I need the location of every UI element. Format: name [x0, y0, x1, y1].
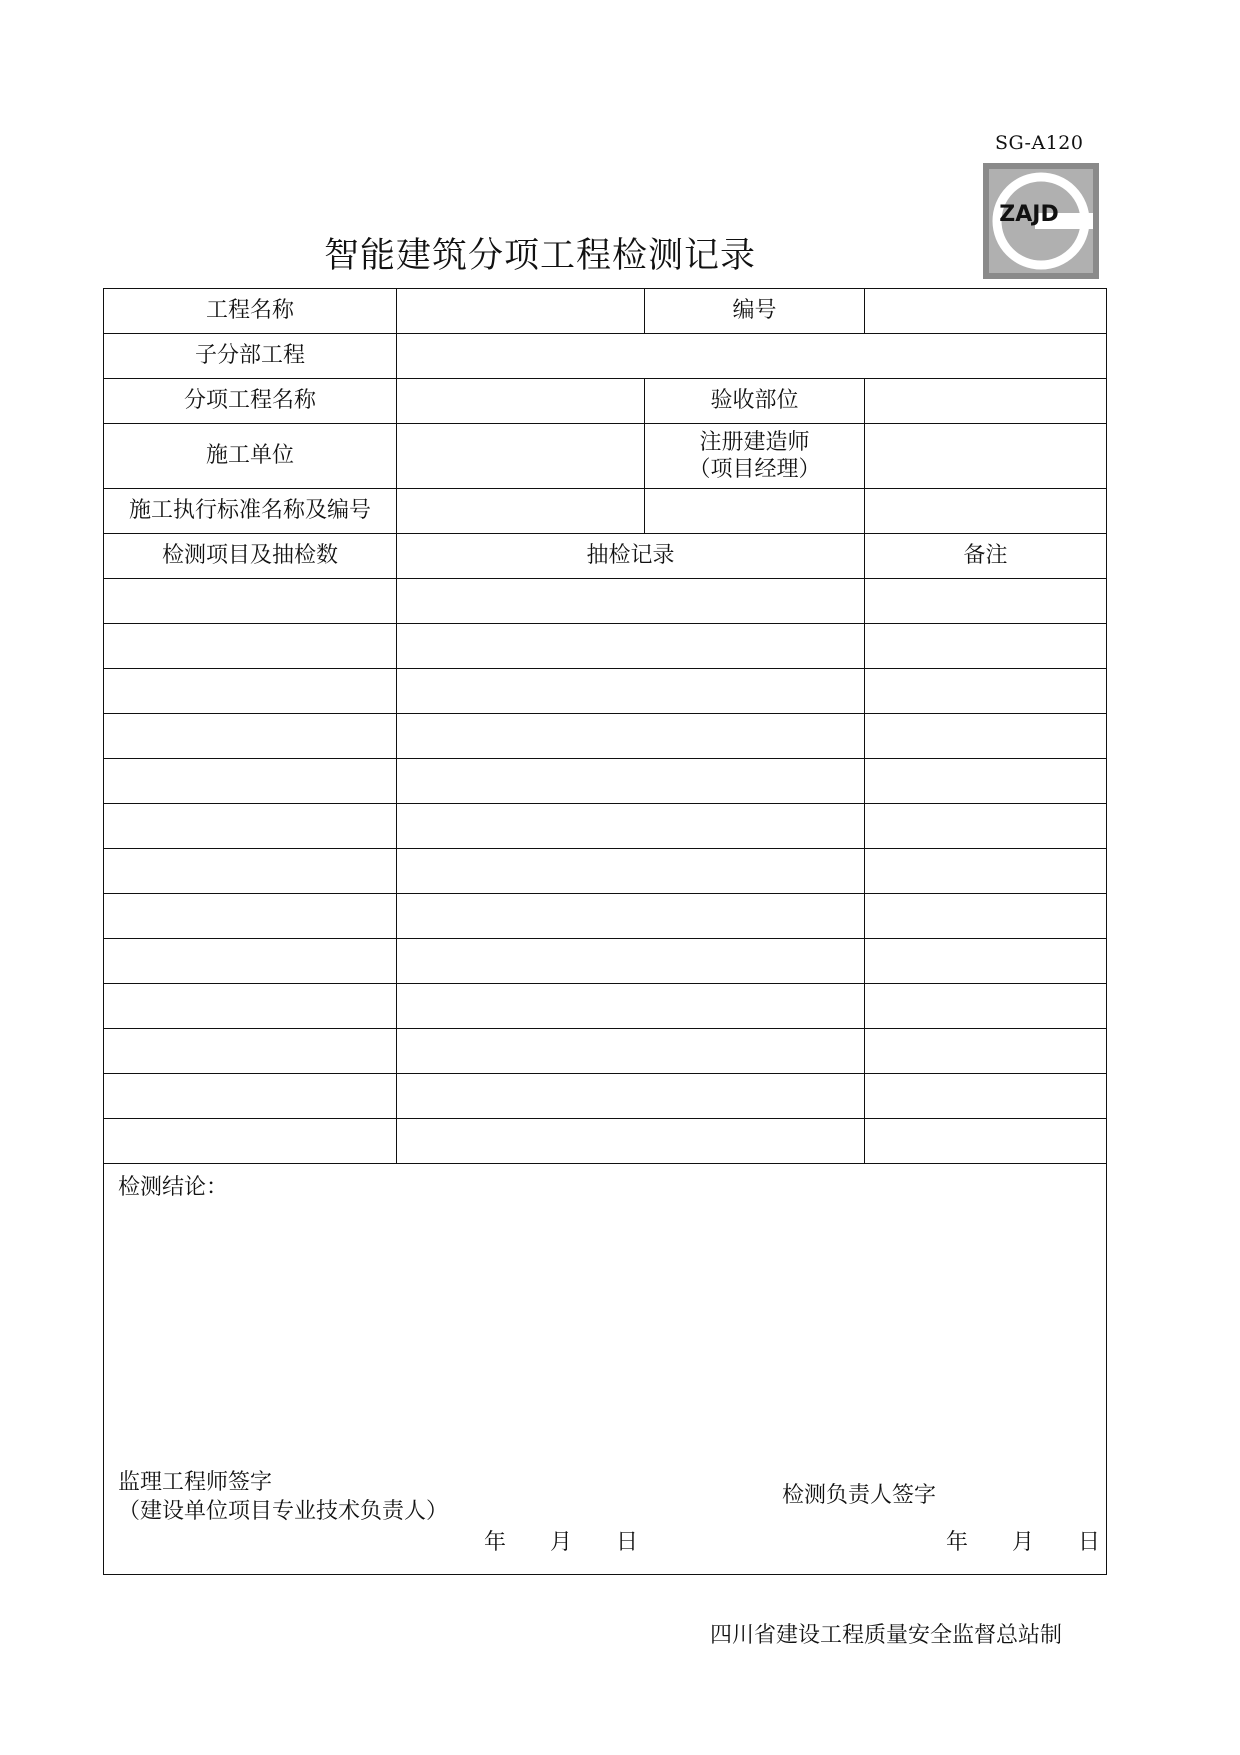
item-name-label: 分项工程名称: [104, 379, 397, 424]
inspection-item-cell[interactable]: [104, 939, 397, 984]
engineer-value[interactable]: [865, 424, 1107, 489]
inspection-item-cell[interactable]: [104, 579, 397, 624]
number-label: 编号: [645, 289, 865, 334]
sub-division-value[interactable]: [397, 334, 1107, 379]
zajd-logo: [983, 163, 1099, 279]
inspection-rows: [104, 579, 1107, 1164]
page-title: 智能建筑分项工程检测记录: [323, 236, 756, 276]
inspection-record-cell[interactable]: [397, 894, 865, 939]
acceptance-part-label: 验收部位: [645, 379, 865, 424]
row-project-name: [104, 289, 1107, 334]
project-name-value[interactable]: [397, 289, 645, 334]
inspection-item-cell[interactable]: [104, 1029, 397, 1074]
number-value[interactable]: [865, 289, 1107, 334]
table-row: [104, 939, 1107, 984]
date-year: 年: [484, 1530, 507, 1555]
issuer-footer: 四川省建设工程质量安全监督总站制: [710, 1623, 1063, 1648]
standard-value-3[interactable]: [865, 489, 1107, 534]
supervisor-date: [484, 1529, 638, 1557]
supervisor-sign-line2: （建设单位项目专业技术负责人）: [118, 1498, 449, 1524]
inspection-remark-cell[interactable]: [865, 1119, 1107, 1164]
standard-value[interactable]: [397, 489, 645, 534]
date-month: 月: [550, 1530, 573, 1555]
inspection-remark-cell[interactable]: [865, 939, 1107, 984]
supervisor-sign-line1: 监理工程师签字: [118, 1470, 273, 1495]
project-name-label: 工程名称: [104, 289, 397, 334]
table-row: [104, 1029, 1107, 1074]
inspection-item-cell[interactable]: [104, 984, 397, 1029]
table-row: [104, 624, 1107, 669]
engineer-label: [645, 424, 865, 489]
row-sub-division: [104, 334, 1107, 379]
col-header-records: 抽检记录: [397, 534, 865, 579]
inspection-item-cell[interactable]: [104, 804, 397, 849]
inspection-remark-cell[interactable]: [865, 984, 1107, 1029]
acceptance-part-value[interactable]: [865, 379, 1107, 424]
engineer-label-line2: （项目经理）: [688, 457, 821, 482]
construction-unit-value[interactable]: [397, 424, 645, 489]
table-row: [104, 669, 1107, 714]
table-row: [104, 1119, 1107, 1164]
date-day: 日: [1078, 1530, 1101, 1555]
inspection-remark-cell[interactable]: [865, 1029, 1107, 1074]
col-header-items: 检测项目及抽检数: [104, 534, 397, 579]
col-header-remarks: 备注: [865, 534, 1107, 579]
inspection-record-cell[interactable]: [397, 669, 865, 714]
inspection-record-cell[interactable]: [397, 624, 865, 669]
supervisor-signature: [118, 1469, 448, 1526]
tester-signature: 检测负责人签字: [782, 1483, 937, 1508]
inspection-item-cell[interactable]: [104, 894, 397, 939]
standard-value-2[interactable]: [645, 489, 865, 534]
table-row: [104, 579, 1107, 624]
inspection-remark-cell[interactable]: [865, 714, 1107, 759]
inspection-remark-cell[interactable]: [865, 849, 1107, 894]
inspection-record-cell[interactable]: [397, 579, 865, 624]
inspection-remark-cell[interactable]: [865, 669, 1107, 714]
table-row: [104, 804, 1107, 849]
inspection-item-cell[interactable]: [104, 624, 397, 669]
sub-division-label: 子分部工程: [104, 334, 397, 379]
inspection-record-cell[interactable]: [397, 1074, 865, 1119]
engineer-label-line1: 注册建造师: [699, 429, 810, 455]
inspection-header-row: [104, 534, 1107, 579]
form-code: SG-A120: [995, 132, 1084, 154]
inspection-record-cell[interactable]: [397, 1029, 865, 1074]
inspection-item-cell[interactable]: [104, 669, 397, 714]
inspection-remark-cell[interactable]: [865, 1074, 1107, 1119]
tester-date: [946, 1529, 1100, 1557]
logo-text: ZAJD: [999, 202, 1059, 227]
inspection-remark-cell[interactable]: [865, 579, 1107, 624]
table-row: [104, 849, 1107, 894]
inspection-remark-cell[interactable]: [865, 894, 1107, 939]
inspection-record-cell[interactable]: [397, 984, 865, 1029]
inspection-remark-cell[interactable]: [865, 624, 1107, 669]
inspection-record-cell[interactable]: [397, 759, 865, 804]
inspection-item-cell[interactable]: [104, 1074, 397, 1119]
inspection-record-cell[interactable]: [397, 849, 865, 894]
inspection-item-cell[interactable]: [104, 1119, 397, 1164]
inspection-item-cell[interactable]: [104, 714, 397, 759]
inspection-remark-cell[interactable]: [865, 804, 1107, 849]
inspection-record-cell[interactable]: [397, 939, 865, 984]
table-row: [104, 1074, 1107, 1119]
inspection-record-cell[interactable]: [397, 804, 865, 849]
row-item-name: [104, 379, 1107, 424]
item-name-value[interactable]: [397, 379, 645, 424]
date-day: 日: [616, 1530, 639, 1555]
conclusion-cell[interactable]: [104, 1164, 1107, 1575]
date-year: 年: [946, 1530, 969, 1555]
inspection-item-cell[interactable]: [104, 759, 397, 804]
table-row: [104, 714, 1107, 759]
inspection-record-cell[interactable]: [397, 1119, 865, 1164]
inspection-item-cell[interactable]: [104, 849, 397, 894]
conclusion-label: 检测结论：: [118, 1175, 229, 1200]
inspection-record-cell[interactable]: [397, 714, 865, 759]
row-standard: [104, 489, 1107, 534]
standard-label: 施工执行标准名称及编号: [104, 489, 397, 534]
table-row: [104, 984, 1107, 1029]
row-construction-unit: [104, 424, 1107, 489]
construction-unit-label: 施工单位: [104, 424, 397, 489]
table-row: [104, 759, 1107, 804]
date-month: 月: [1012, 1530, 1035, 1555]
inspection-remark-cell[interactable]: [865, 759, 1107, 804]
table-row: [104, 894, 1107, 939]
record-form: [103, 288, 1107, 1575]
